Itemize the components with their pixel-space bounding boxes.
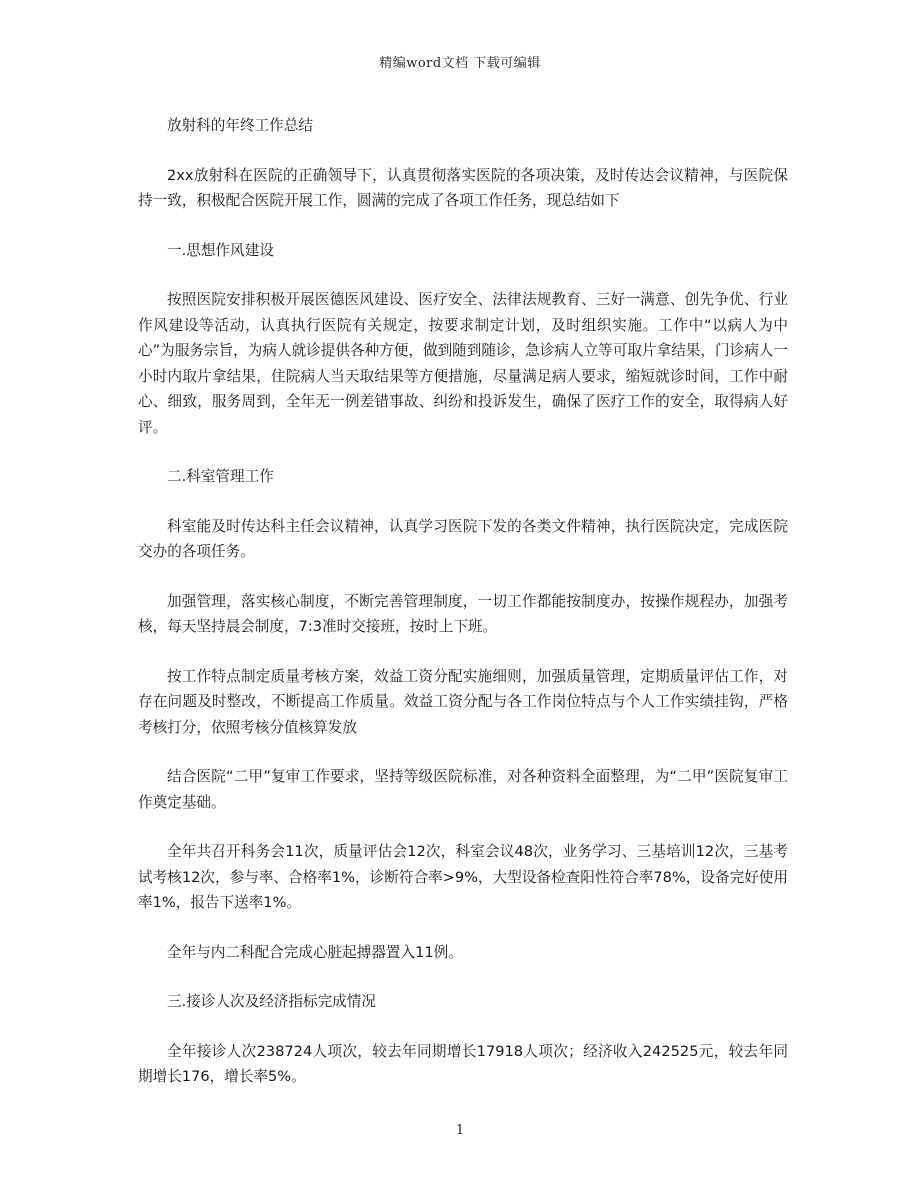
document-body — [138, 113, 788, 1114]
paragraph-intro: 2xx放射科在医院的正确领导下，认真贯彻落实医院的各项决策，及时传达会议精神，与医院保持一致，积极配合医院开展工作，圆满的完成了各项工作任务，现总结如下 — [138, 166, 788, 209]
paragraph: 按照医院安排积极开展医德医风建设、医疗安全、法律法规教育、三好一满意、创先争优、行业作风建设等活动，认真执行医院有关规定，按要求制定计划，及时组织实施。工作中“以病人为中心”为服务宗旨，为病人就诊提供各种方便，做到随到随诊，急诊病人立等可取片拿结果，门诊病人一小时内取片拿结果，住院病人当天取结果等方便措施，尽量满足病人要求，缩短就诊时间，工作中耐心、细致，服务周到，全年无一例差错事故、纠纷和投诉发生，确保了医疗工作的安全，取得病人好评。 — [138, 291, 788, 436]
paragraph: 加强管理，落实核心制度，不断完善管理制度，一切工作都能按制度办，按操作规程办，加强考核，每天坚持晨会制度，7:3准时交接班，按时上下班。 — [138, 592, 788, 635]
section-heading-3: 三.接诊人次及经济指标完成情况 — [167, 993, 376, 1010]
section-heading-1: 一.思想作风建设 — [167, 241, 274, 259]
paragraph: 科室能及时传达科主任会议精神，认真学习医院下发的各类文件精神，执行医院决定，完成医院交办的各项任务。 — [138, 517, 788, 560]
paragraph: 全年接诊人次238724人项次，较去年同期增长17918人项次；经济收入242525元，较去年同期增长176，增长率5%。 — [138, 1042, 788, 1085]
paragraph: 全年与内二科配合完成心脏起搏器置入11例。 — [167, 943, 463, 961]
paragraph: 按工作特点制定质量考核方案，效益工资分配实施细则，加强质量管理，定期质量评估工作，对存在问题及时整改，不断提高工作质量。效益工资分配与各工作岗位特点与个人工作实绩挂钩，严格考核打分，依照考核分值核算发放 — [138, 667, 788, 736]
paragraph: 结合医院“二甲”复审工作要求，坚持等级医院标准，对各种资料全面整理，为“二甲”医院复审工作奠定基础。 — [138, 768, 788, 811]
paragraph: 全年共召开科务会11次，质量评估会12次，科室会议48次，业务学习、三基培训12次，三基考试考核12次，参与率、合格率1%，诊断符合率>9%，大型设备检查阳性符合率78%，设备完好使用率1%，报告下送率1%。 — [138, 843, 788, 911]
section-heading-2: 二.科室管理工作 — [167, 468, 274, 485]
page-number: 1 — [455, 1123, 465, 1138]
page-header: 精编word文档 下载可编辑 — [379, 56, 541, 71]
document-title: 放射科的年终工作总结 — [167, 117, 313, 134]
